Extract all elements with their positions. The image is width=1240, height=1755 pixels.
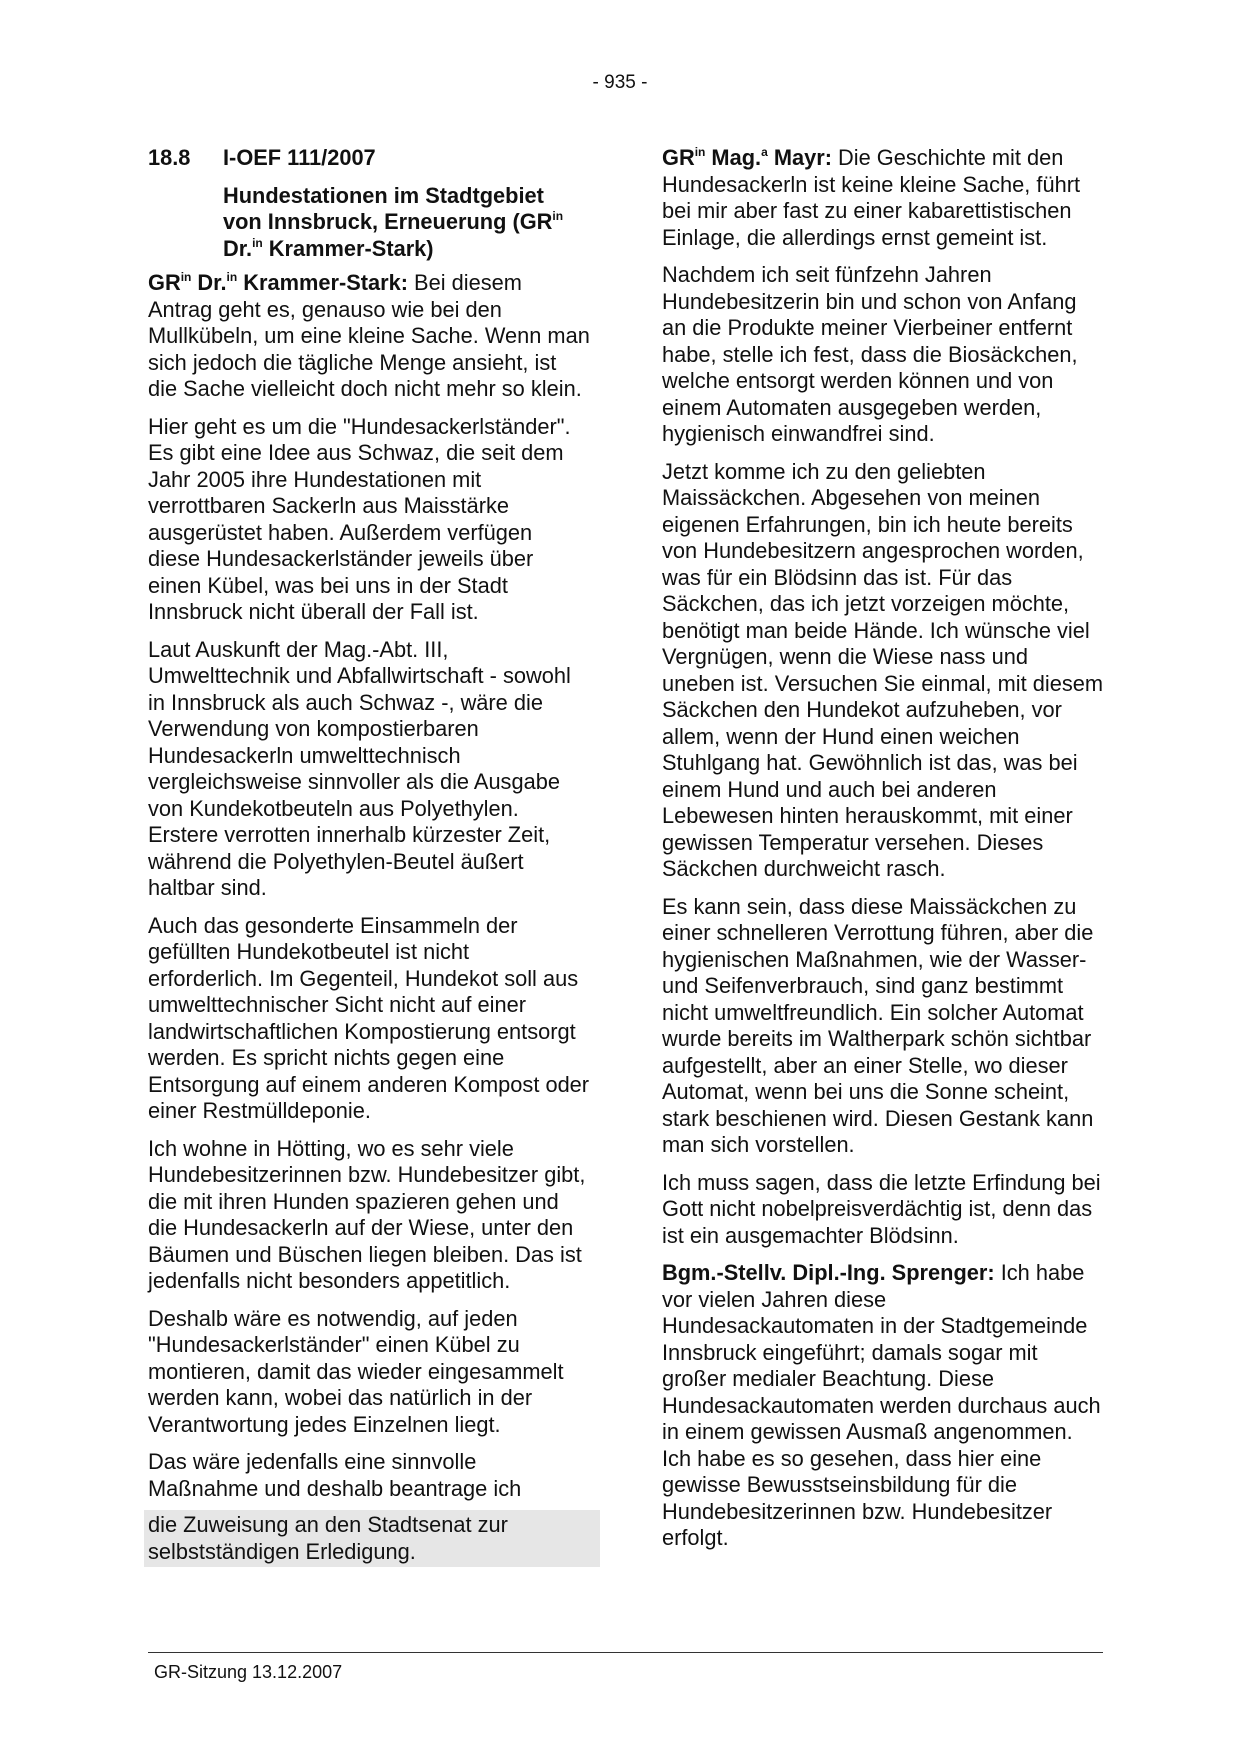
paragraph: Deshalb wäre es notwendig, auf jeden "Hundesackerlständer" einen Kübel zu montieren, damit das wieder eingesammelt werden kann, wobei das natürlich in der Verantwortung jedes Einzelnen liegt. xyxy=(148,1305,564,1437)
paragraph: Jetzt komme ich zu den geliebten Maissäckchen. Abgesehen von meinen eigenen Erfahrungen, bin ich heute bereits von Hundebesitzern angesprochen worden, was für ein Blödsinn das ist. Für das Säckchen, das ich jetzt vorzeigen möchte, benötigt man beide Hände. Ich wünsche viel Vergnügen, wenn die Wiese nass und uneben ist. Versuchen Sie einmal, mit diesem Säckchen den Hundekot aufzuheben, vor allem, wenn der Hund einen weichen Stuhlgang hat. Gewöhnlich ist das, was bei einem Hund und auch bei anderen Lebewesen hinten herauskommt, mit einer gewissen Temperatur versehen. Dieses Säckchen durchweicht rasch. xyxy=(662,458,1104,881)
paragraph: $GR^{in}$ Mag.$^a$ Mayr: Die Geschichte mit den Hundesackerln ist keine kleine Sache, führt bei mir aber fast zu einer kabarettistischen Einlage, die allerdings ernst gemeint ist. xyxy=(662,145,1081,250)
paragraph: Ich muss sagen, dass die letzte Erfindung bei Gott nicht nobelpreisverdächtig ist, denn das ist ein ausgemachter Blödsinn. xyxy=(662,1169,1101,1248)
left-column xyxy=(148,145,590,1567)
speaker-name: $GR^{in}$ Mag.$^a$ Mayr: xyxy=(662,145,832,170)
paragraph: Laut Auskunft der Mag.-Abt. III, Umwelttechnik und Abfallwirtschaft - sowohl in Innsbruck als auch Schwaz -, wäre die Verwendung von kompostierbaren Hundesackerln umwelttechnisch vergleichsweise sinnvoller als die Ausgabe von Kundekotbeuteln aus Polyethylen. Erstere verrotten innerhalb kürzester Zeit, während die Polyethylen-Beutel äußert haltbar sind. xyxy=(148,636,571,900)
agenda-heading xyxy=(148,145,590,262)
footer-session-date: GR-Sitzung 13.12.2007 xyxy=(154,1662,343,1682)
paragraph: Bgm.-Stellv. Dipl.-Ing. Sprenger: Ich habe vor vielen Jahren diese Hundesackautomaten in der Stadtgemeinde Innsbruck eingeführt; damals sogar mit großer medialer Beachtung. Diese Hundesackautomaten werden durchaus auch in einem gewissen Ausmaß angenommen. Ich habe es so gesehen, dass hier eine gewisse Bewusstseinsbildung für die Hundebesitzerinnen bzw. Hundebesitzer erfolgt. xyxy=(662,1260,1101,1550)
paragraph: Es kann sein, dass diese Maissäckchen zu einer schnelleren Verrottung führen, aber die hygienischen Maßnahmen, wie der Wasser- und Seifenverbrauch, sind ganz bestimmt nicht umweltfreundlich. Ein solcher Automat wurde bereits im Waltherpark schön sichtbar aufgestellt, aber an einer Stelle, wo dieser Automat, wenn bei uns die Sonne scheint, stark beschienen wird. Diesen Gestank kann man sich vorstellen. xyxy=(662,893,1094,1157)
page-number: - 935 - xyxy=(592,72,648,93)
speaker-name: $GR^{in}$ Dr.$^{in}$ Krammer-Stark: xyxy=(148,270,408,295)
agenda-title: Hundestationen im Stadtgebiet von Innsbruck, Erneuerung ($GR^{in}$ Dr.$^{in}$ Krammer-Stark) xyxy=(223,182,564,261)
right-column xyxy=(662,145,1104,1563)
motion-box: die Zuweisung an den Stadtsenat zur selbstständigen Erledigung. xyxy=(144,1510,600,1567)
agenda-number: 18.8 xyxy=(148,145,191,170)
paragraph: Nachdem ich seit fünfzehn Jahren Hundebesitzerin bin und schon von Anfang an die Produkte meiner Vierbeiner entfernt habe, stelle ich fest, dass die Biosäckchen, welche entsorgt werden können und von einem Automaten ausgegeben werden, hygienisch einwandfrei sind. xyxy=(662,262,1078,446)
paragraph: Ich wohne in Hötting, wo es sehr viele Hundebesitzerinnen bzw. Hundebesitzer gibt, die mit ihren Hunden spazieren gehen und die Hundesackerln auf der Wiese, unter den Bäumen und Büschen liegen bleiben. Das ist jedenfalls nicht besonders appetitlich. xyxy=(148,1135,586,1293)
footer-divider xyxy=(148,1652,1103,1653)
speaker-name: Bgm.-Stellv. Dipl.-Ing. Sprenger: xyxy=(662,1260,995,1285)
paragraph: Auch das gesonderte Einsammeln der gefüllten Hundekotbeutel ist nicht erforderlich. Im Gegenteil, Hundekot soll aus umwelttechnischer Sicht nicht auf einer landwirtschaftlichen Kompostierung entsorgt werden. Es spricht nichts gegen eine Entsorgung auf einem anderen Kompost oder einer Restmülldeponie. xyxy=(148,912,590,1123)
agenda-code: I-OEF 111/2007 xyxy=(223,145,376,170)
paragraph: Das wäre jedenfalls eine sinnvolle Maßnahme und deshalb beantrage ich xyxy=(148,1449,522,1501)
paragraph: Hier geht es um die "Hundesackerlständer". Es gibt eine Idee aus Schwaz, die seit dem Jahr 2005 ihre Hundestationen mit verrottbaren Sackerln aus Maisstärke ausgerüstet haben. Außerdem verfügen diese Hundesackerlständer jeweils über einen Kübel, was bei uns in der Stadt Innsbruck nicht überall der Fall ist. xyxy=(148,413,571,624)
paragraph: $GR^{in}$ Dr.$^{in}$ Krammer-Stark: Bei diesem Antrag geht es, genauso wie bei den Mullkübeln, um eine kleine Sache. Wenn man sich jedoch die tägliche Menge ansieht, ist die Sache vielleicht doch nicht mehr so klein. xyxy=(148,270,590,401)
